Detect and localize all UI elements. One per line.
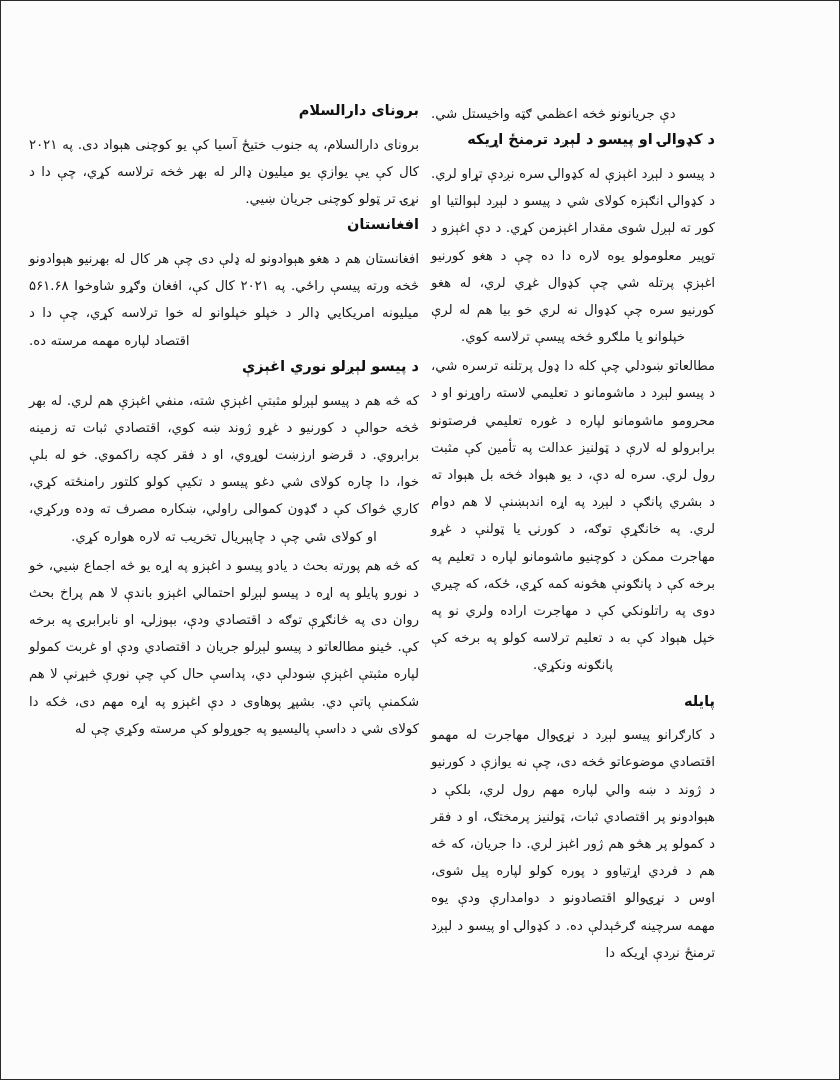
paragraph-conclusion: د کارګرانو پیسو لېږد د نړۍوال مهاجرت له مهمو اقتصادي موضوعاتو څخه دی، چې نه يوازې د کورنيو د ژوند د ښه والي لپاره مهم رول لري، بلکې د هېوادونو پر اقتصادي ثبات، ټولنيز پرمختګ، او د فقر د کمولو پر هڅو هم ژور اغېز لري. دا جريان، که څه هم د فردي اړتياوو د پوره کولو لپاره پيل شوی، اوس د نړۍوالو اقتصادونو د دوامدارې ودې يوه مهمه سرچينه ګرځېدلې ده. د کډوالۍ او پیسو د لېږد ترمنځ نږدې اړیکه دا bbox=[431, 728, 715, 961]
section-spacer bbox=[431, 682, 715, 692]
paragraph-migration-motivation: د پیسو د لېږد اغېزې له کډوالۍ سره نږدې تړاو لري. د کډوالۍ انګېزه کولای شي د پیسو د لېږد لېوالتيا او کور ته لېږل شوی مقدار اغېزمن کړي. د دې اغېزو د توپير معلومولو يوه لاره دا ده چې د هغو کورنيو اغېزې پرتله شي چې کډوال غړي لري، له هغو کورنيو سره چې کډوال نه لري خو بيا هم له لرې خپلوانو يا ملګرو څخه پيسې ترلاسه کوي. bbox=[431, 166, 715, 346]
paragraph-consensus-debate: که څه هم پورته بحث د يادو پیسو د اغېزو په اړه يو څه اجماع ښيي، خو د نورو پايلو په اړه د پیسو لېږلو احتمالي اغېزو باندې لا هم پراخ بحث روان دی په څانګړې توګه د اقتصادي ودې، بېوزلۍ، او نابرابرۍ په برخه کې. ځينو مطالعاتو د پیسو لېږلو جريان د اقتصادي ودې او غربت کمولو لپاره مثبتې اغېزې ښودلې دي، پداسې حال کې چې نورې څېړنې لا هم شکمنې پاتې دي. بشپړ پوهاوی د دې اغېزو په اړه مهم دی، څکه دا کولای شي د داسې پاليسيو په جوړولو کې مرسته وکړي چې له bbox=[29, 558, 419, 737]
paragraph-other-effects: که څه هم د پیسو لېږلو مثبتې اغېزې شته، منفي اغېزې هم لري. له بهر څخه حوالې د کورنيو د غړو ژوند ښه کوي، اقتصادي ثبات ته زمينه برابروي. د قرضو ارزښت لوړوي، او د فقر کچه راکموي. خو له بلې خوا، دا چاره کولای شي دغو پیسو د تکيې کولو کلتور رامنځته کړي، کاري څواک کې د ګډون کموالی راولي، ښکاره مصرف ته وده وركړي، او کولای شي چې د چاپېريال تخريب ته لاره هواره کړي. bbox=[29, 393, 419, 545]
paragraph-studies-education: مطالعاتو ښودلي چې کله دا ډول پرتلنه ترسره شي، د پیسو لېږد د ماشومانو د تعليمي لاسته راوړنو او د محرومو ماشومانو لپاره د غوره تعليمي فرصتونو برابرولو له لارې د ټولنيز عدالت په تأمين کې مثبت رول لري. سره له دې، د يو هېواد څخه بل هېواد ته د بشري پانګې د لېږد په اړه اندېښنې لا هم دوام لري. په خانګړې توګه، د کورنۍ يا ټولنې د غړو مهاجرت ممکن د کوچنيو ماشومانو لپاره د تعليم په برخه کې د پانګونې هڅونه کمه کړي، ځکه، که چيري دوی په راتلونکي کې د مهاجرت اراده ولري نو په خپل هېواد کې به د تعليم ترلاسه کولو په برخه کې پانګونه ونکړي. bbox=[431, 359, 715, 674]
paragraph-afghanistan: افغانستان هم د هغو هېوادونو له ډلې دی چې هر کال له بهرنيو هېوادونو څخه ورته پيسې راځي. په ۲۰۲۱ کال کې، افغان وګړو شاوخوا ۵۶۱.۶۸ ميليونه امريکايي ډالر د خپلو خپلوانو له خوا ترلاسه کړي، چې دا د اقتصاد لپاره مهمه مرسته ده. bbox=[29, 252, 420, 349]
heading-brunei-darussalam: برونای دارالسلام bbox=[298, 103, 419, 119]
two-column-layout bbox=[29, 101, 811, 999]
right-text-column bbox=[29, 101, 419, 745]
paragraph-brunei-darussalam: برونای دارالسلام، په جنوب ختيځ آسيا کې يو کوچنی هېواد دی. په ۲۰۲۱ کال کې يې يوازې يو ميليون ډالر له بهر څخه ترلاسه کړي، چې دا د نړۍ تر ټولو کوچنی جريان ښيي. bbox=[29, 137, 419, 208]
heading-link-migration-remittances: د کډوالۍ او پیسو د لېږد ترمنځ اړیکه bbox=[467, 132, 715, 149]
left-text-column bbox=[431, 101, 715, 969]
heading-other-effects-of-remittances: د پیسو لېږلو نوري اغېزې bbox=[241, 358, 419, 375]
paragraph-continuation-maximize-benefit: دې جريانونو څخه اعظمي ګټه واخيستل شي. bbox=[431, 107, 676, 122]
heading-conclusion: پایله bbox=[683, 693, 715, 710]
page-content-area bbox=[29, 101, 811, 999]
heading-afghanistan: افغانستان bbox=[346, 217, 419, 234]
